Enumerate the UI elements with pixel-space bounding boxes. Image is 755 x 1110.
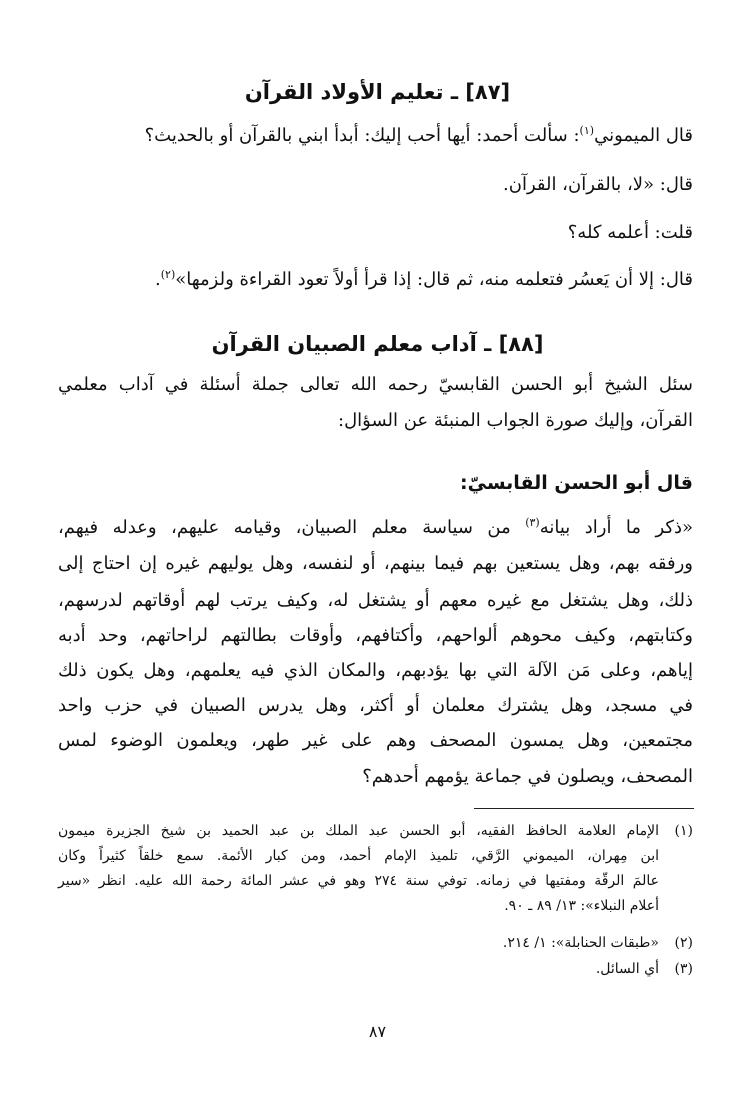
footnote-1-line-3: عالمَ الرقّة ومفتيها في زمانه. توفي سنة ٢٧٤ وهو في عشر المائة رحمة الله عليه. انظر «سير xyxy=(58,873,659,889)
s88-para-line-1-a: «ذكر ما أراد بيانه xyxy=(539,517,693,538)
s87-line-4-b: . xyxy=(154,269,161,290)
footnote-1-line-1: الإمام العلامة الحافظ الفقيه، أبو الحسن عبد الملك بن عبد الحميد بن شيخ الجزيرة ميمون xyxy=(58,823,659,839)
s87-line-3: قلت: أعلمه كله؟ xyxy=(567,222,693,243)
footnote-2-text: «طبقات الحنابلة»: ١/ ٢١٤. xyxy=(502,935,659,951)
footnote-3 xyxy=(58,961,693,977)
page-number: ٨٧ xyxy=(368,1022,387,1041)
footnote-1-number: (١) xyxy=(674,823,693,839)
s88-para-line-2: ورفقه بهم، وهل يستعين بهم فيما بينهم، أو لنفسه، وهل يوليهم غيره إن احتاج إلى xyxy=(58,553,693,574)
footnote-ref-2[interactable]: (٢) xyxy=(160,268,176,281)
s88-intro-2: القرآن، وإليك صورة الجواب المنبئة عن السؤال: xyxy=(338,410,693,431)
footnote-3-text: أي السائل. xyxy=(595,961,659,977)
s88-para-line-8: المصحف، ويصلون في جماعة يؤمهم أحدهم؟ xyxy=(362,766,693,787)
s88-para-line-6: في مسجد، وهل يشترك معلمان أو أكثر، وهل يدرس الصبيان في حزب واحد xyxy=(58,695,693,716)
footnote-3-number: (٣) xyxy=(674,961,693,977)
s88-intro-1: سئل الشيخ أبو الحسن القابسيّ رحمه الله تعالى جملة أسئلة في آداب معلمي xyxy=(58,374,693,395)
s88-para-line-5: إياهم، وعلى مَن الآلة التي بها يؤدبهم، والمكان الذي فيه يعلمهم، وهل يكون ذلك xyxy=(58,660,693,681)
footnote-2-number: (٢) xyxy=(674,935,693,951)
footnote-separator xyxy=(474,808,694,809)
section-87-heading: [٨٧] ـ تعليم الأولاد القرآن xyxy=(244,80,511,104)
footnote-1 xyxy=(58,823,693,839)
footnote-1-line-4: أعلام النبلاء»: ١٣/ ٨٩ ـ ٩٠. xyxy=(504,898,659,914)
footnote-ref-3[interactable]: (٣) xyxy=(525,516,540,529)
footnote-2 xyxy=(58,935,693,951)
qabisi-subheading: قال أبو الحسن القابسيّ: xyxy=(460,472,693,494)
s87-line-1-b: : سألت أحمد: أيها أحب إليك: أبدأ ابني بالقرآن أو بالحديث؟ xyxy=(144,125,580,146)
s87-line-4 xyxy=(58,268,693,290)
s88-para-line-3: ذلك، وهل يشتغل مع غيره معهم أو يشتغل له، وكيف يرتب لهم أوقاتهم لدرسهم، xyxy=(58,590,693,611)
s88-para-line-7: مجتمعين، وهل يمسون المصحف وهم على غير طهر، ويعلمون الوضوء لمس xyxy=(58,730,693,751)
s88-para-line-1-b: من سياسة معلم الصبيان، وقيامه عليهم، وعدله فيهم، xyxy=(58,517,526,538)
footnote-1-line-2: ابن مِهران، الميموني الرَّقي، تلميذ الإمام أحمد، ومن كبار الأئمة. سمع خلقاً كثيراً وكان xyxy=(58,848,659,864)
s87-line-1-a: قال الميموني xyxy=(594,125,693,146)
s87-line-4-a: قال: إلا أن يَعسُر فتعلمه منه، ثم قال: إذا قرأ أولاً تعود القراءة ولزمها» xyxy=(175,269,693,290)
footnote-ref-1[interactable]: (١) xyxy=(579,124,595,137)
s88-para-line-4: وكتابتهم، وكيف محوهم ألواحهم، وأكتافهم، وأوقات بطالتهم لراحاتهم، وحد أدبه xyxy=(58,625,693,646)
s87-line-2: قال: «لا، بالقرآن، القرآن. xyxy=(503,174,693,195)
s87-line-1 xyxy=(58,124,693,146)
section-88-heading: [٨٨] ـ آداب معلم الصبيان القرآن xyxy=(211,332,544,356)
s88-para-line-1 xyxy=(58,516,693,538)
